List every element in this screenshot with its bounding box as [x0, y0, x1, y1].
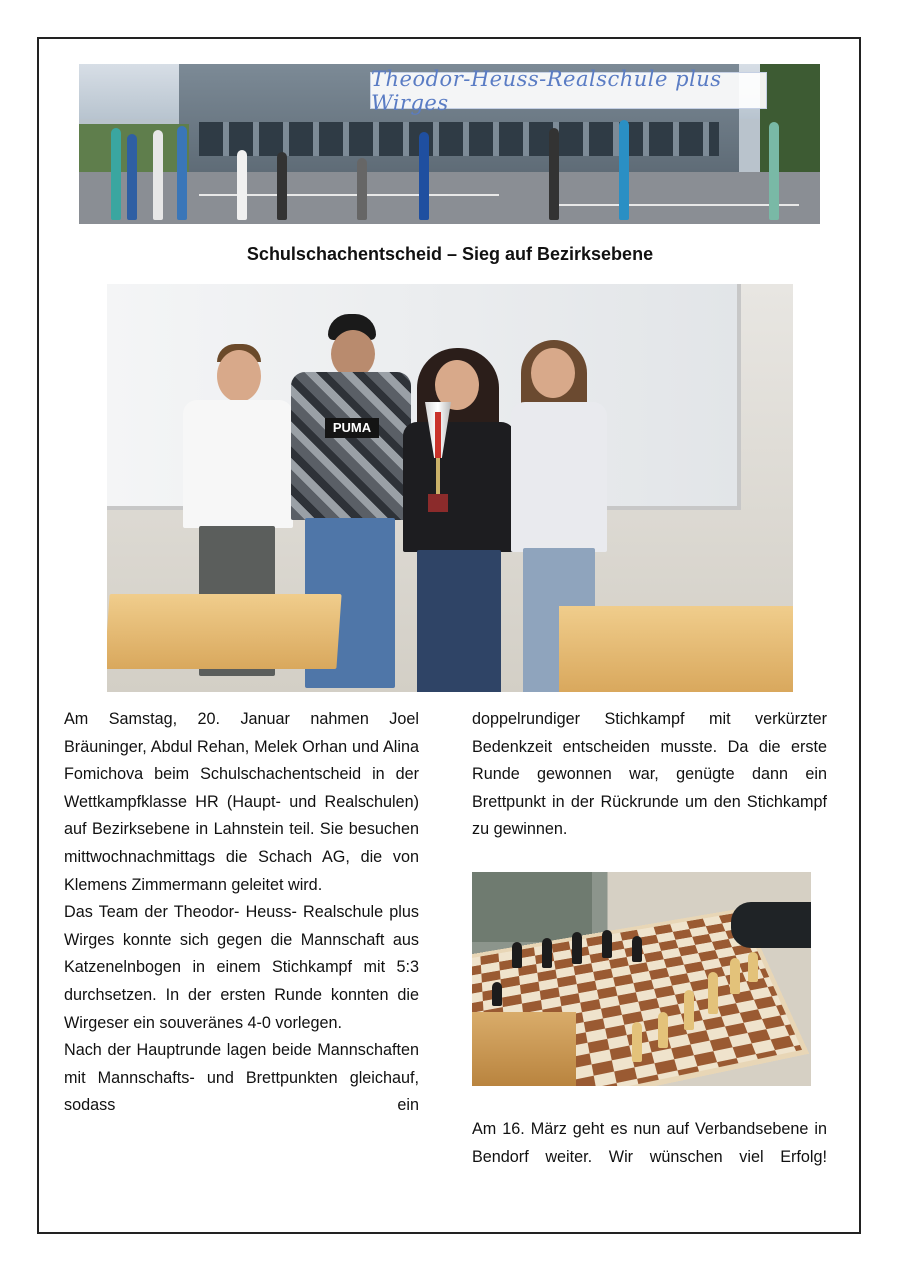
chess-piece [602, 930, 612, 958]
banner-person [127, 134, 137, 220]
chess-piece [658, 1012, 668, 1048]
table-right [559, 606, 793, 692]
banner-person [619, 120, 629, 220]
banner-person [549, 128, 559, 220]
paragraph: Am 16. März geht es nun auf Verbandsebene in Bendorf weiter. Wir wünschen viel Erfolg! [472, 1120, 827, 1166]
chess-photo [472, 872, 811, 1086]
chess-piece [492, 982, 502, 1006]
chess-piece [748, 952, 758, 982]
chess-piece [708, 972, 718, 1014]
chess-piece [542, 938, 552, 968]
player-arm [731, 902, 811, 948]
banner-person [357, 158, 367, 220]
chess-piece [730, 958, 740, 994]
banner-person [237, 150, 247, 220]
chess-piece [684, 990, 694, 1030]
banner-person [277, 152, 287, 220]
team-photo [107, 284, 793, 692]
article-heading: Schulschachentscheid – Sieg auf Bezirksebene [246, 244, 654, 264]
chess-piece [512, 942, 522, 968]
trophy [425, 402, 451, 514]
shirt-logo: PUMA [325, 418, 379, 438]
table-left [107, 594, 342, 669]
paragraph: Am Samstag, 20. Januar nahmen Joel Bräuninger, Abdul Rehan, Melek Orhan und Alina Fomichova beim Schulschachentscheid in der Wettkampfklasse HR (Haupt- und Realschulen) auf Bezirksebene in Lahnstein teil. Sie besuchen mittwochnachmittags die Schach AG, die von Klemens Zimmermann geleitet wird. [64, 710, 419, 894]
banner-title: Theodor-Heuss-Realschule plus Wirges [370, 72, 767, 109]
chess-piece [572, 932, 582, 964]
banner-person [769, 122, 779, 220]
article-right-column [472, 706, 827, 844]
banner-person [177, 126, 187, 220]
paragraph: Nach der Hauptrunde lagen beide Mannschaften mit Mannschafts- und Brettpunkten gleichauf, sodass ein [64, 1041, 419, 1115]
chess-piece [632, 936, 642, 962]
building-windows [199, 122, 719, 156]
wooden-box [472, 1012, 576, 1086]
chess-piece [632, 1022, 642, 1062]
paragraph: doppelrundiger Stichkampf mit verkürzter Bedenkzeit entscheiden musste. Da die erste Runde gewonnen war, genügte dann ein Brettpunkt in der Rückrunde um den Stichkampf zu gewinnen. [472, 710, 827, 839]
article-left-column [64, 706, 419, 1120]
court-line [559, 204, 799, 206]
article-closing [472, 1116, 827, 1171]
banner-person [153, 130, 163, 220]
schoolyard-ground [79, 172, 820, 224]
banner-person [111, 128, 121, 220]
banner-person [419, 132, 429, 220]
paragraph: Das Team der Theodor- Heuss- Realschule plus Wirges konnte sich gegen die Mannschaft aus Katzenelnbogen in einem Stichkampf mit 5:3 durchsetzen. In der ersten Runde konnten die Wirgeser ein souveränes 4-0 vorlegen. [64, 903, 419, 1032]
